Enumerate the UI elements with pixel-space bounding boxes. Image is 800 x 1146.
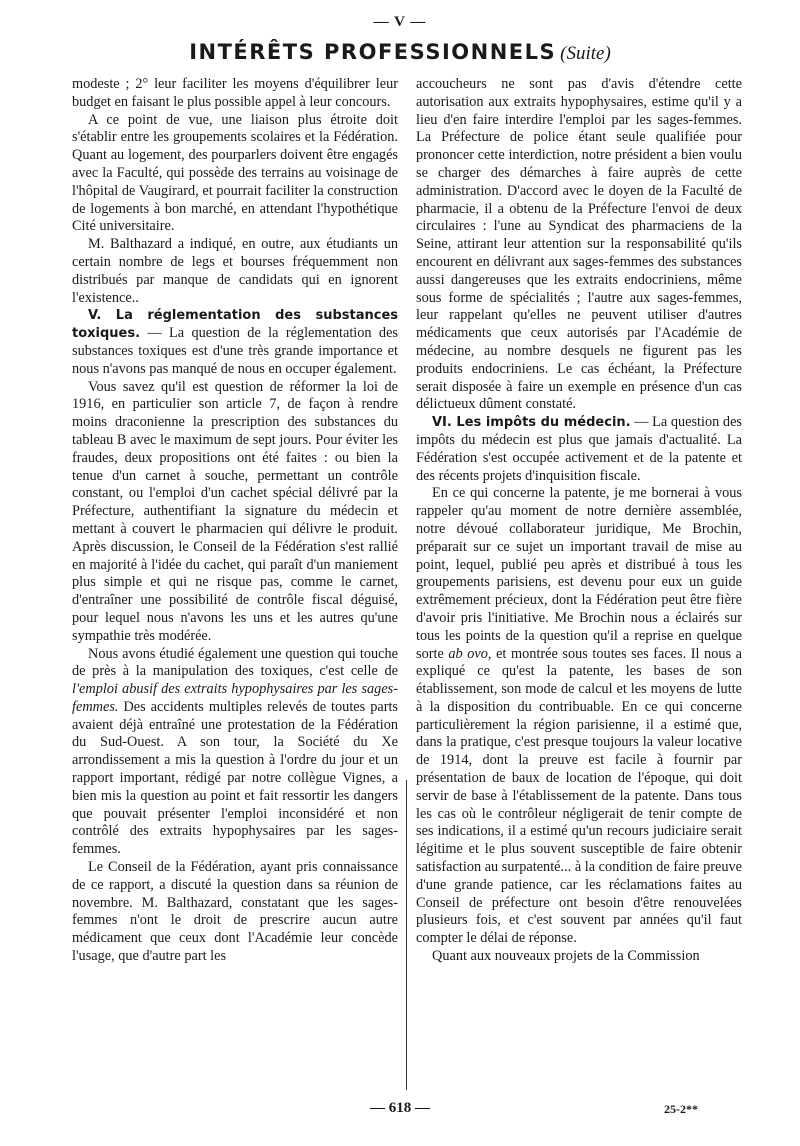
section-heading: V. La réglementation des substances toxiques. [72, 308, 398, 342]
left-column [72, 76, 398, 966]
text-run: En ce qui concerne la patente, je me bornerai à vous rappeler qu'au moment de notre dernière assemblée, notre dévoué collaborateur juridique, Me Brochin, préparait sur ce sujet un important travail de mise au point, lequel, publié peu après et distribué à tous les groupements parisiens, est devenu pour eux un guide extrêmement précieux, dont la Fédération peut être fière d'avoir pris l'initiative. Me Brochin nous a éclairés sur tous les points de la question qu'il a reprise en quelque sorte [416, 485, 742, 662]
section-body: — La question de la réglementation des substances toxiques est d'une très grande importance et nous n'avons pas manqué de nous en occuper également. [72, 325, 398, 377]
italic-run: l'emploi abusif des extraits hypophysaires par les sages-femmes. [72, 681, 398, 715]
title-main: INTÉRÊTS PROFESSIONNELS [189, 40, 557, 64]
title-subtitle: (Suite) [560, 43, 611, 64]
section-heading: VI. Les impôts du médecin. [432, 415, 631, 431]
section-vi [416, 414, 742, 485]
column-divider [406, 780, 407, 1090]
page-marker: — V — [373, 14, 427, 30]
paragraph: M. Balthazard a indiqué, en outre, aux étudiants un certain nombre de legs et bourses fréquemment non distribués par manque de candidats qui en ignorent l'existence.. [72, 236, 398, 306]
text-run: Des accidents multiples relevés de toutes parts avaient déjà entraîné une protestation de la Fédération du Sud-Ouest. A son tour, la Société du Xe arrondissement a mis la question à l'ordre du jour et un rapport important, rédigé par notre collègue Vignes, a bien mis la question au point et fait ressortir les dangers que pouvait présenter l'emploi inconsidéré et non contrôlé des extraits hypophysaires par les sages-femmes. [72, 698, 398, 858]
paragraph: Quant aux nouveaux projets de la Commission [432, 948, 700, 965]
section-title [0, 40, 800, 65]
paragraph: Le Conseil de la Fédération, ayant pris connaissance de ce rapport, a discuté la question dans sa réunion de novembre. M. Balthazard, constatant que les sages-femmes n'ont le droit de prescrire aucun autre médicament que ceux dont l'Académie leur concède l'usage, que d'autre part les [72, 859, 398, 965]
text-run: Nous avons étudié également une question qui touche de près à la manipulation des toxiques, c'est celle de [72, 645, 398, 680]
paragraph [72, 646, 398, 860]
paragraph: Vous savez qu'il est question de réformer la loi de 1916, en particulier son article 7, de façon à rendre moins draconienne la prescription des substances du tableau B avec le maximum de sept jours. Pour éviter les fraudes, deux propositions ont été faites : ou bien la tenue d'un carnet à souche, permettant un contrôle constant, ou l'emploi d'un cachet spécial délivré par la Préfecture, authentifiant la signature du médecin et mettant à couvert le pharmacien qui délivre le produit. Après discussion, le Conseil de la Fédération s'est rallié en majorité à l'idée du cachet, qui paraît d'un maniement plus simple et qui ne risque pas, comme le carnet, d'entraîner une possibilité de contrôle fiscal déguisé, pour lequel nous n'avons les uns et les autres qu'une sympathie très modérée. [72, 378, 398, 644]
page-number: — 618 — [370, 1100, 430, 1116]
paragraph: accoucheurs ne sont pas d'avis d'étendre cette autorisation aux extraits hypophysaires, estime qu'il y a lieu d'en faire interdire l'emploi par les sages-femmes. La Préfecture de police étant seule qualifiée pour prononcer cette interdiction, notre président a bien voulu se charger des démarches à faire auprès de cette administration. D'accord avec le doyen de la Faculté de pharmacie, il a obtenu de la Préfecture l'envoi de deux circulaires : l'une au Syndicat des pharmaciens de la Seine, attirant leur attention sur la responsabilité qu'ils encourent en délivrant aux sages-femmes des substances aussi dangereuses que les extraits endocriniens, même sous forme de spécialités ; l'autre aux sages-femmes, leur rappelant qu'elles ne peuvent utiliser d'autres médicaments que ceux autorisés par l'Académie de médecine, au nombre desquels ne figurent pas les produits endocriniens. Le cas échéant, la Préfecture serait disposée à faire un exemple en présence d'un cas délictueux dûment constaté. [416, 76, 742, 413]
section-body: — La question des impôts du médecin est plus que jamais d'actualité. La Fédération s'est occupée activement et de la patente et des récents projets d'inquisition fiscale. [416, 414, 742, 484]
paragraph [416, 485, 742, 948]
text-run: , et montrée sous toutes ses faces. Il nous a expliqué ce qu'est la patente, les bases de son établissement, son mode de calcul et les moyens de lutte à la disposition du contribuable. En ce qui concerne particulièrement la région parisienne, il a estimé que, dans la pratique, c'est presque toujours la valeur locative de 1914, dont la preuve est facile à fournir par présentation de baux de location de l'époque, qui doit servir de base à l'établissement de la patente. Dans tous les cas où le contrôleur négligerait de tenir compte de ses indications, il a estimé qu'un recours judiciaire serait légitime et le plus souvent susceptible de faire obtenir satisfaction au surpatenté... à la condition de faire preuve d'une grande patience, car les réclamations faites au Conseil de préfecture ont besoin d'être renouvelées plusieurs fois, et c'est souvent par années qu'il faut compter le délai de réponse. [416, 645, 742, 947]
paragraph: A ce point de vue, une liaison plus étroite doit s'établir entre les groupements scolaires et la Fédération. Quant au logement, des pourparlers doivent être engagés avec la Faculté, qui possède des terrains au voisinage de l'hôpital de Vaugirard, et pourrait faciliter la construction de logements à bon marché, en attendant l'hypothétique Cité universitaire. [72, 111, 398, 235]
right-column [416, 76, 742, 966]
section-v [72, 307, 398, 378]
paragraph: modeste ; 2° leur faciliter les moyens d'équilibrer leur budget en faisant le plus possible appel à leur concours. [72, 76, 398, 110]
printer-code: 25-2** [664, 1102, 698, 1116]
italic-run: ab ovo [448, 645, 488, 662]
